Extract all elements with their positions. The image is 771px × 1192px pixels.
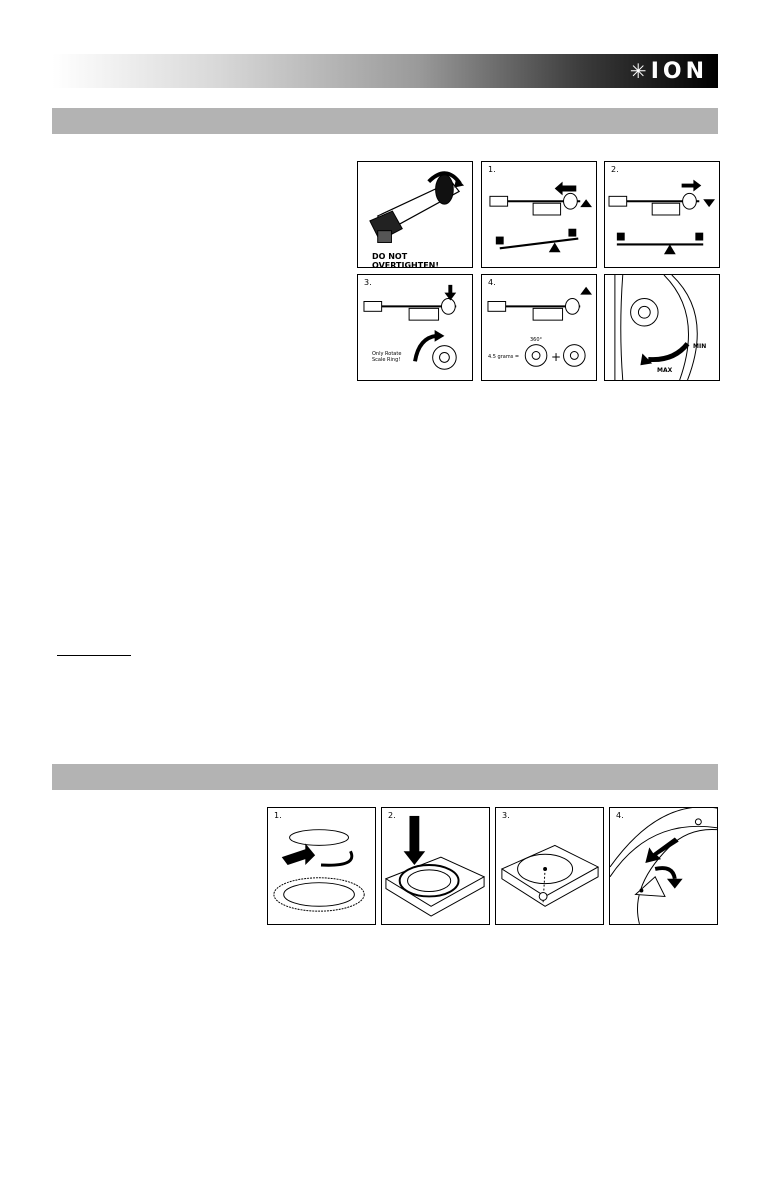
only-rotate-scale-ring-label: Only Rotate Scale Ring! [372, 351, 402, 363]
grams-label: 4.5 grams = [488, 354, 520, 360]
balance-panel-2 [604, 161, 720, 268]
turn-platter-panel [609, 807, 718, 925]
step-number: 1. [274, 811, 282, 820]
header-gradient-band [52, 54, 718, 88]
step-number: 4. [488, 278, 496, 287]
scale-ring-illustration [358, 275, 472, 380]
logo-star-icon: ✳ [629, 59, 651, 83]
belt-illustration [496, 808, 603, 924]
weight-setting-panel [481, 274, 597, 381]
step-number: 2. [611, 165, 619, 174]
weight-setting-illustration [482, 275, 596, 380]
turn-platter-illustration [610, 808, 717, 924]
step-number: 1. [488, 165, 496, 174]
anti-skate-illustration [605, 275, 719, 380]
step-number: 2. [388, 811, 396, 820]
tonearm-balanced-illustration [605, 162, 719, 267]
plus-sign: + [551, 350, 562, 364]
platter-panel [381, 807, 490, 925]
slipmat-panel [267, 807, 376, 925]
ion-logo: ✳ION [629, 59, 708, 84]
step-number: 3. [502, 811, 510, 820]
underline-rule [57, 655, 131, 656]
slipmat-illustration [268, 808, 375, 924]
min-label: MIN [693, 343, 707, 350]
section-header-bar-2 [52, 764, 718, 790]
belt-panel [495, 807, 604, 925]
balance-panel-1 [481, 161, 597, 268]
section-header-bar-1 [52, 108, 718, 134]
headshell-panel [357, 161, 473, 268]
step-number: 3. [364, 278, 372, 287]
degree-label: 360° [530, 337, 543, 343]
step-number: 4. [616, 811, 624, 820]
scale-ring-panel [357, 274, 473, 381]
max-label: MAX [657, 367, 673, 374]
anti-skate-panel [604, 274, 720, 381]
do-not-overtighten-label: DO NOT OVERTIGHTEN! [372, 252, 440, 268]
platter-illustration [382, 808, 489, 924]
tonearm-balance-illustration [482, 162, 596, 267]
